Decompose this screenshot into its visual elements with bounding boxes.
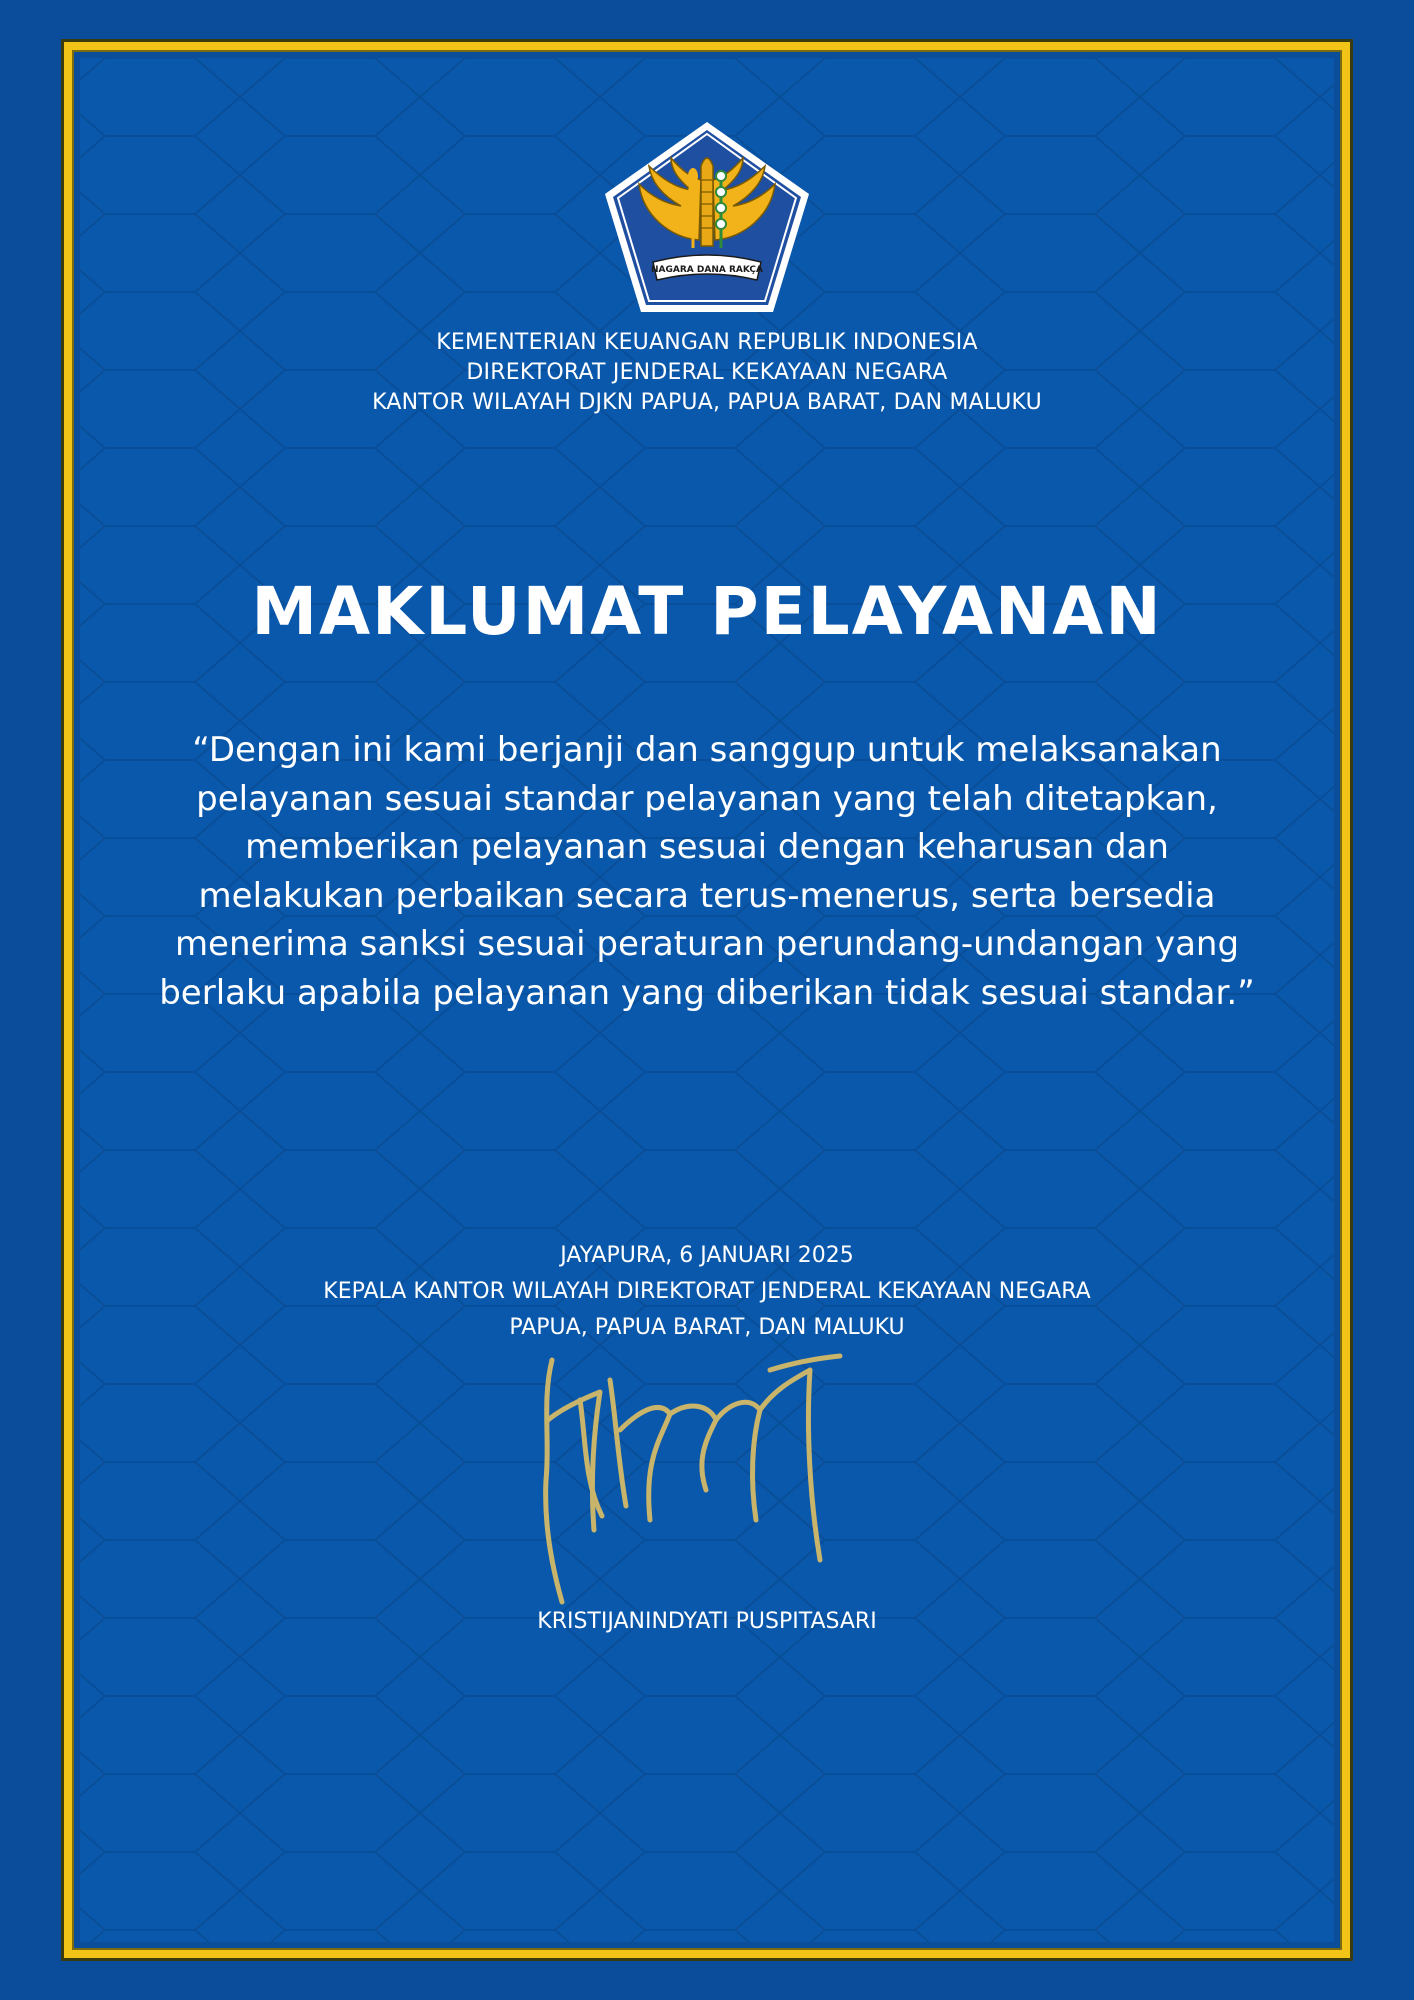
logo-motto-text: NAGARA DANA RAKÇA: [651, 265, 763, 275]
signer-position-line2: PAPUA, PAPUA BARAT, DAN MALUKU: [509, 1315, 905, 1340]
handwritten-signature-icon: [520, 1340, 900, 1620]
statement-line: memberikan pelayanan sesuai dengan keharusan dan: [245, 827, 1169, 867]
statement-line: “Dengan ini kami berjanji dan sanggup untuk melaksanakan: [192, 730, 1222, 770]
statement-line: berlaku apabila pelayanan yang diberikan tidak sesuai standar.”: [159, 972, 1255, 1013]
signature-block: [0, 1238, 1414, 1346]
header-line-ministry: KEMENTERIAN KEUANGAN REPUBLIK INDONESIA: [436, 330, 978, 355]
signer-position-line1: KEPALA KANTOR WILAYAH DIREKTORAT JENDERAL KEKAYAAN NEGARA: [323, 1279, 1091, 1304]
kemenkeu-emblem-icon: [601, 120, 813, 316]
signer-name: KRISTIJANINDYATI PUSPITASARI: [537, 1609, 877, 1634]
service-statement: [90, 726, 1324, 1017]
header-line-office: KANTOR WILAYAH DJKN PAPUA, PAPUA BARAT, DAN MALUKU: [372, 390, 1042, 415]
page-title: MAKLUMAT PELAYANAN: [251, 573, 1163, 650]
header-line-directorate: DIREKTORAT JENDERAL KEKAYAAN NEGARA: [466, 360, 948, 385]
statement-line: menerima sanksi sesuai peraturan perundang-undangan yang: [174, 924, 1240, 964]
statement-line: pelayanan sesuai standar pelayanan yang telah ditetapkan,: [196, 778, 1218, 819]
statement-line: melakukan perbaikan secara terus-menerus, serta bersedia: [198, 875, 1216, 916]
place-date: JAYAPURA, 6 JANUARI 2025: [560, 1243, 854, 1268]
ministry-header: [0, 328, 1414, 418]
